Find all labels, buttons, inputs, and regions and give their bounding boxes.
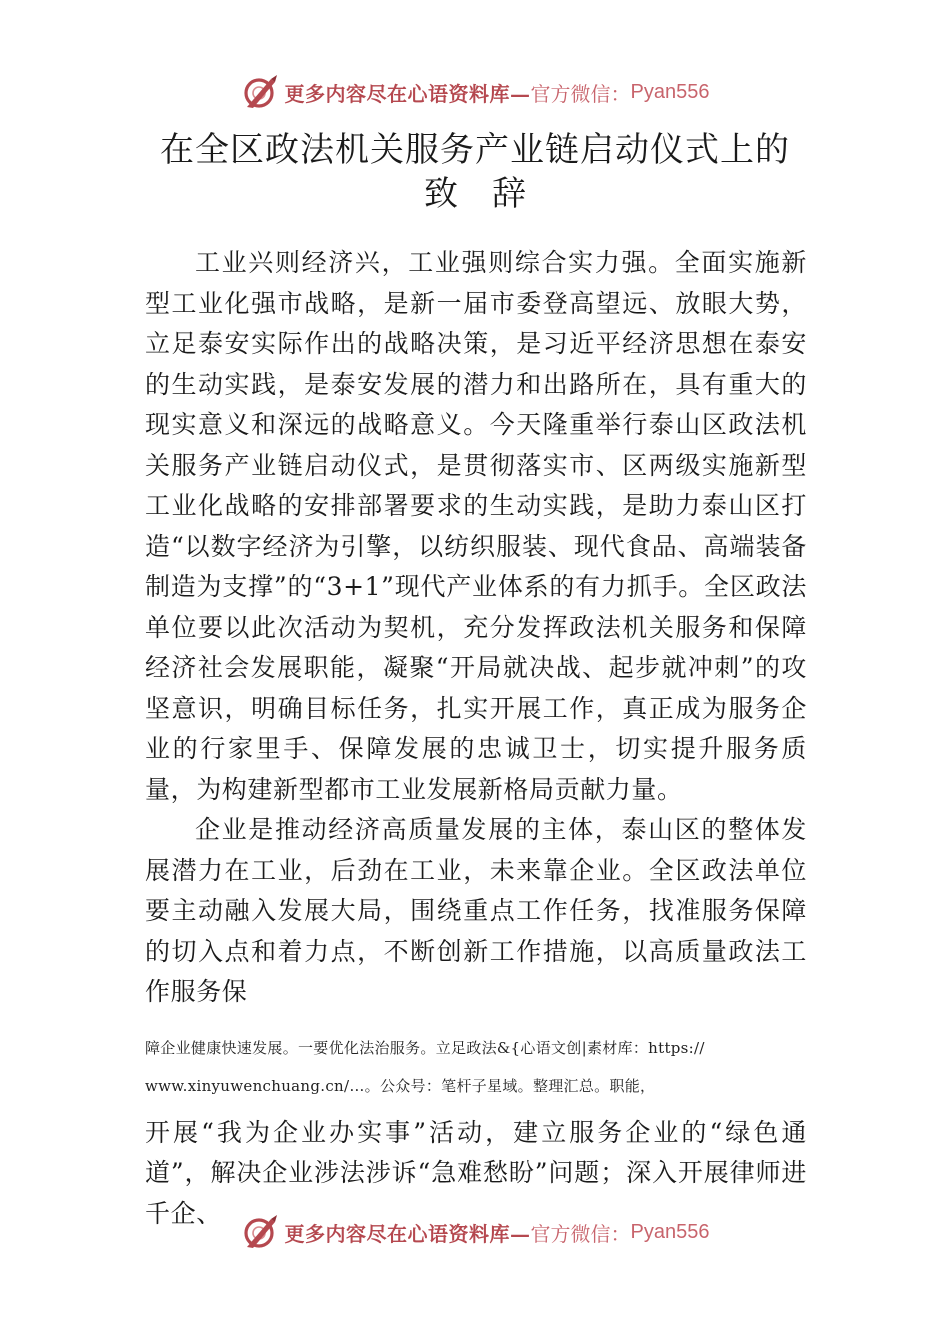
pen-circle-logo-icon	[241, 74, 281, 110]
pen-circle-logo-icon	[241, 1214, 281, 1250]
paragraph-2: 企业是推动经济高质量发展的主体，泰山区的整体发展潜力在工业，后劲在工业，未来靠企业。全区政法单位要主动融入发展大局，围绕重点工作任务，找准服务保障的切入点和着力点，不断创新工作措施，以高质量政法工作服务保	[145, 815, 807, 1006]
banner-wechat-label: 官方微信：	[530, 81, 631, 106]
title-line-2: 致辞	[424, 174, 560, 214]
paragraph-3: 开展“我为企业办实事”活动，建立服务企业的“绿色通道”，解决企业涉法涉诉“急难愁盼”问题；深入开展律师进千企、	[145, 1117, 807, 1228]
banner-slogan: 更多内容尽在心语资料库—	[284, 1221, 531, 1246]
footer-watermark-banner	[0, 1212, 950, 1252]
document-title	[140, 128, 810, 216]
banner-wechat-id: Pyan556	[630, 1220, 710, 1243]
banner-wechat-id: Pyan556	[630, 80, 710, 103]
paragraph-1: 工业兴则经济兴，工业强则综合实力强。全面实施新型工业化强市战略，是新一届市委登高望远、放眼大势，立足泰安实际作出的战略决策，是习近平经济思想在泰安的生动实践，是泰安发展的潜力和出路所在，具有重大的现实意义和深远的战略意义。今天隆重举行泰山区政法机关服务产业链启动仪式，是贯彻落实市、区两级实施新型工业化战略的安排部署要求的生动实践，是助力泰山区打造“以数字经济为引擎，以纺织服装、现代食品、高端装备制造为支撑”的“3+1”现代产业体系的有力抓手。全区政法单位要以此次活动为契机，充分发挥政法机关服务和保障经济社会发展职能，凝聚“开局就决战、起步就冲刺”的攻坚意识，明确目标任务，扎实开展工作，真正成为服务企业的行家里手、保障发展的忠诚卫士，切实提升服务质量，为构建新型都市工业发展新格局贡献力量。	[145, 248, 807, 804]
small-text-block	[145, 1029, 807, 1105]
title-line-1: 在全区政法机关服务产业链启动仪式上的	[160, 130, 790, 170]
banner-slogan: 更多内容尽在心语资料库—	[284, 81, 531, 106]
banner-wechat-label: 官方微信：	[530, 1221, 631, 1246]
document-body	[145, 243, 807, 1234]
small-text-line-1: 障企业健康快速发展。一要优化法治服务。立足政法&{心语文创|素材库：https://	[145, 1038, 705, 1057]
small-text-line-2: www.xinyuwenchuang.cn/…。公众号：笔杆子星域。整理汇总。职能，	[145, 1076, 656, 1095]
header-watermark-banner	[0, 72, 950, 112]
